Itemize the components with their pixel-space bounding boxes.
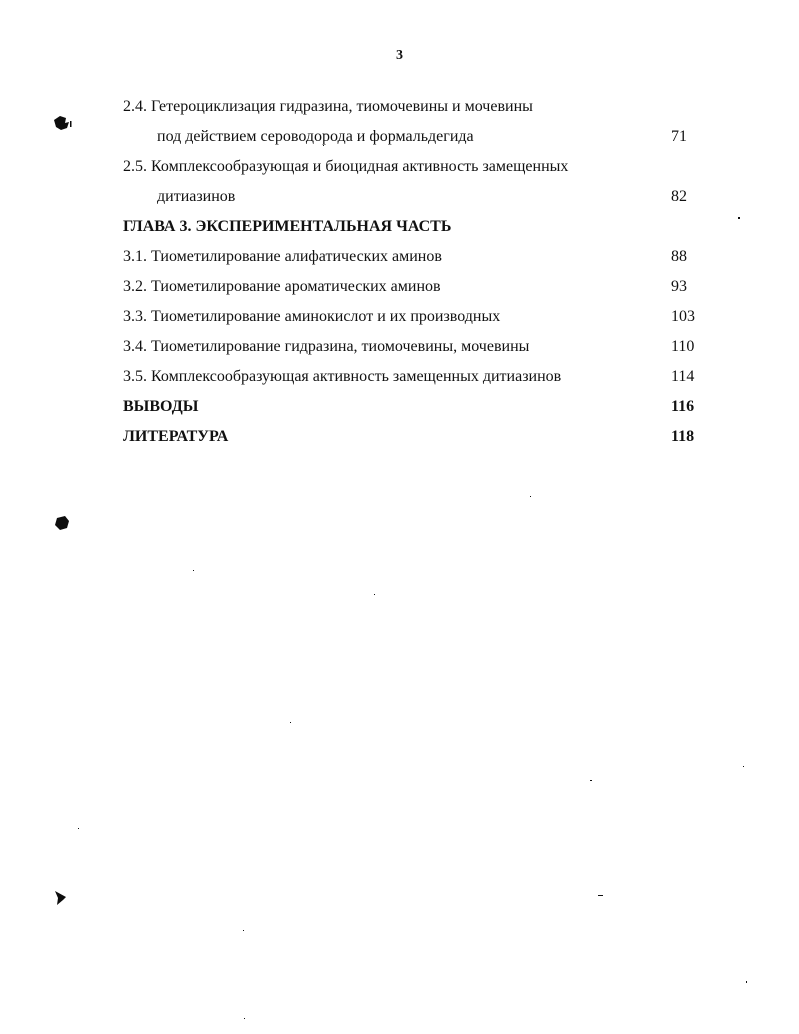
toc-chapter-3-heading: [123, 212, 703, 242]
scan-speck: [243, 930, 244, 931]
toc-entry-3-3: [123, 302, 703, 332]
toc-entry-text: 3.2. Тиометилирование ароматических аминов: [123, 278, 441, 295]
scan-speck: [530, 496, 531, 497]
scan-speck: [743, 766, 744, 767]
scan-speck: [590, 780, 592, 781]
scan-speck: [746, 981, 747, 983]
toc-entry-2-4: [123, 92, 703, 122]
scan-speck: [323, 145, 324, 146]
toc-entry-3-1: [123, 242, 703, 272]
toc-entry-page: 103: [671, 308, 695, 325]
page-number: 3: [396, 48, 403, 63]
scan-speck: [738, 217, 740, 219]
scan-speck: [598, 895, 603, 896]
toc-entry-page: 82: [671, 188, 687, 205]
toc-entry-page: 116: [671, 398, 695, 415]
toc-entry-3-5: [123, 362, 703, 392]
binding-hole-mark-top: [52, 114, 74, 132]
toc-entry-text: дитиазинов: [157, 188, 236, 205]
scan-speck: [244, 1018, 245, 1019]
binding-hole-mark-bottom: [54, 890, 68, 906]
toc-entry-page: 110: [671, 338, 695, 355]
toc-entry-text: 3.5. Комплексообразующая активность замещенных дитиазинов: [123, 368, 562, 385]
toc-entry-text: 3.1. Тиометилирование алифатических аминов: [123, 248, 442, 265]
toc-entry-text: ГЛАВА 3. ЭКСПЕРИМЕНТАЛЬНАЯ ЧАСТЬ: [123, 218, 452, 235]
scan-speck: [193, 570, 194, 571]
toc-entry-text: 3.4. Тиометилирование гидразина, тиомочевины, мочевины: [123, 338, 530, 355]
toc-conclusions: [123, 392, 703, 422]
toc-entry-2-4-continued: [123, 122, 703, 152]
toc-entry-text: ЛИТЕРАТУРА: [123, 428, 229, 445]
toc-entry-3-2: [123, 272, 703, 302]
toc-references: [123, 422, 703, 452]
toc-entry-page: 118: [671, 428, 695, 445]
toc-entry-text: 3.3. Тиометилирование аминокислот и их производных: [123, 308, 501, 325]
scan-speck: [290, 722, 291, 723]
toc-entry-text: ВЫВОДЫ: [123, 398, 199, 415]
toc-entry-page: 93: [671, 278, 687, 295]
scan-speck: [78, 828, 79, 829]
toc-entry-page: 88: [671, 248, 687, 265]
toc-entry-page: 71: [671, 128, 687, 145]
toc-entry-2-5-continued: [123, 182, 703, 212]
scan-speck: [374, 594, 375, 595]
toc-entry-2-5: [123, 152, 703, 182]
toc-entry-text: 2.5. Комплексообразующая и биоцидная активность замещенных: [123, 158, 569, 175]
toc-entry-3-4: [123, 332, 703, 362]
toc-entry-page: 114: [671, 368, 695, 385]
toc-entry-text: 2.4. Гетероциклизация гидразина, тиомочевины и мочевины: [123, 98, 533, 115]
binding-hole-mark-middle: [54, 515, 70, 531]
table-of-contents: [123, 92, 703, 452]
toc-entry-text: под действием сероводорода и формальдегида: [157, 128, 474, 145]
